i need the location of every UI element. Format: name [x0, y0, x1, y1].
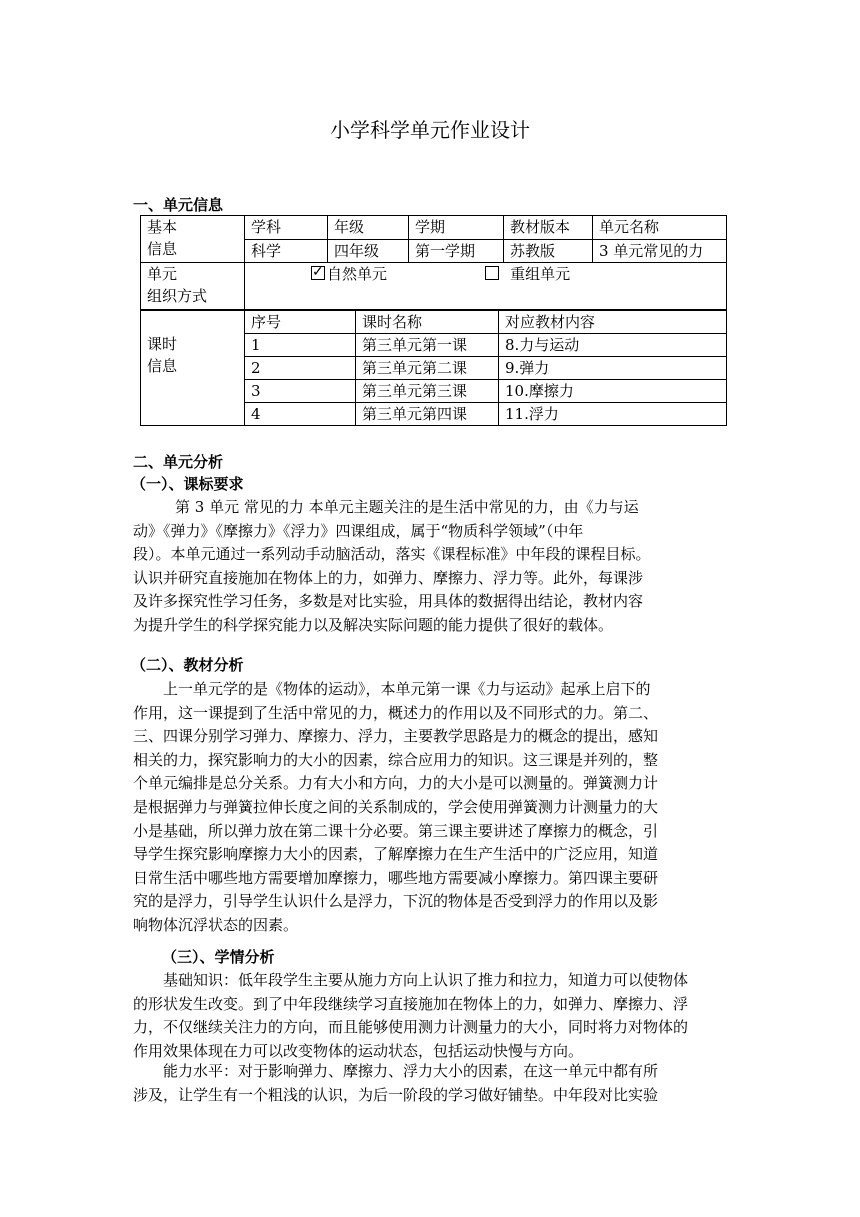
learner-paragraph-2: 能力水平：对于影响弹力、摩擦力、浮力大小的因素，在这一单元中都有所 涉及，让学生有一个粗浅的认识，为后一阶段的学习做好铺垫。中年段对比实验 — [133, 1062, 659, 1104]
curriculum-paragraph: 第 3 单元 常见的力 本单元主题关注的是生活中常见的力，由《力与运 动》《弹力》《摩擦力》《浮力》四课组成，属于“物质科学领域”（中年 段）。本单元通过一系列动手动脑活动，落实《课程标准》中年段的课程目标。 认识并研究直接施加在物体上的力，如弹力、摩擦力、浮力等。此外，每课涉 及许多探究性学习任务，多数是对比实验，用具体的数据得出结论，教材内容 为提升学生的科学探究能力以及解决实际问题的能力提供了很好的载体。 — [133, 498, 651, 634]
value-cell: 3 单元常见的力 — [593, 239, 727, 263]
subheading-curriculum: （一）、课标要求 — [131, 475, 244, 493]
value-cell: 四年级 — [328, 239, 409, 263]
table-row: 2 第三单元第二课 9.弹力 — [141, 357, 727, 380]
lessons-table — [140, 310, 727, 426]
value-cell: 苏教版 — [504, 239, 593, 263]
value-cell: 第一学期 — [409, 239, 504, 263]
header-cell: 学期 — [409, 216, 504, 240]
document-title: 小学科学单元作业设计 — [330, 118, 530, 142]
org-options — [245, 263, 727, 310]
org-label: 单元 组织方式 — [141, 263, 245, 310]
basic-info-label: 基本 信息 — [141, 216, 245, 263]
section-heading-unit-info: 一、单元信息 — [133, 196, 224, 214]
lessons-header: 课时名称 — [356, 311, 499, 334]
table-row: 1 第三单元第一课 8.力与运动 — [141, 334, 727, 357]
lessons-header: 序号 — [245, 311, 356, 334]
natural-unit-checkbox[interactable] — [311, 266, 325, 280]
header-cell: 学科 — [245, 216, 328, 240]
header-cell: 年级 — [328, 216, 409, 240]
value-cell: 科学 — [245, 239, 328, 263]
regroup-unit-checkbox[interactable] — [485, 266, 499, 280]
lessons-header: 对应教材内容 — [499, 311, 727, 334]
textbook-paragraph: 上一单元学的是《物体的运动》，本单元第一课《力与运动》起承上启下的 作用，这一课提到了生活中常见的力，概述力的作用以及不同形式的力。第二、 三、四课分别学习弹力、摩擦力、浮力，主要教学思路是力的概念的提出，感知 相关的力，探究影响力的大小的因素，综合应用力的知识。这三课是并列的，整 个单元编排是总分关系。力有大小和方向，力的大小是可以测量的。弹簧测力计 是根据弹力与弹簧拉伸长度之间的关系制成的，学会使用弹簧测力计测量力的大 小是基础，所以弹力放在第二课十分必要。第三课主要讲述了摩擦力的概念，引 导学生探究影响摩擦力大小的因素，了解摩擦力在生产生活中的广泛应用，知道 日常生活中哪些地方需要增加摩擦力，哪些地方需要减小摩擦力。第四课主要研 究的是浮力，引导学生认识什么是浮力，下沉的物体是否受到浮力的作用以及影 响物体沉浮状态的因素。 — [133, 680, 659, 934]
lessons-label: 课时 信息 — [141, 311, 245, 426]
header-cell: 教材版本 — [504, 216, 593, 240]
subheading-textbook: （二）、教材分析 — [131, 656, 244, 674]
learner-paragraph-1: 基础知识：低年段学生主要从施力方向上认识了推力和拉力，知道力可以使物体 的形状发生改变。到了中年段继续学习直接施加在物体上的力，如弹力、摩擦力、浮 力，不仅继续关注力的方向，而且能够使用测力计测量力的大小，同时将力对物体的 作用效果体现在力可以改变物体的运动状态，包括运动快慢与方向。 — [133, 971, 689, 1060]
header-cell: 单元名称 — [593, 216, 727, 240]
basic-info-table — [140, 215, 727, 310]
subheading-learner: （三）、学情分析 — [162, 948, 275, 966]
natural-unit-label: 自然单元 — [327, 265, 388, 283]
table-row: 4 第三单元第四课 11.浮力 — [141, 403, 727, 426]
table-row: 3 第三单元第三课 10.摩擦力 — [141, 380, 727, 403]
regroup-unit-label: 重组单元 — [510, 265, 571, 283]
section-heading-unit-analysis: 二、单元分析 — [133, 453, 224, 471]
